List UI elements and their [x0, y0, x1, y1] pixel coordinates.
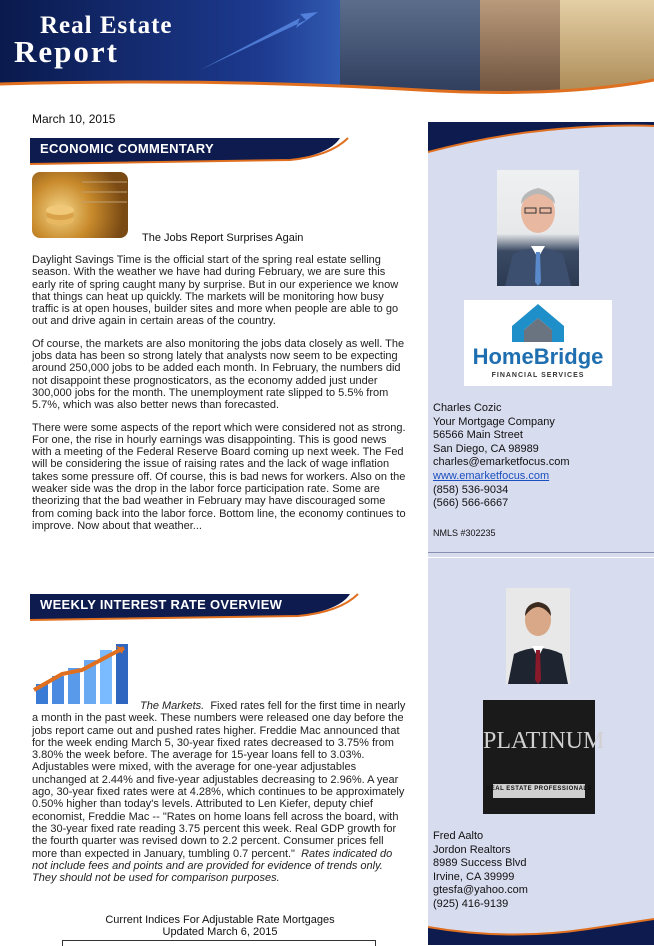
economic-paragraph: There were some aspects of the report which were considered not as strong. For one, the rise in hourly earnings was disappointing. This is good news with a meeting of the Federal Reserve Board coming up next week. The Fed will be considering the issue of raising rates and the lack of wage inflation takes some pressure off. Of course, this is bad news for workers. Also on the weaker side was the drop in the labor force participation rate. Some are theorizing that the bad weather in February may have discouraged some from coming back into the labor force. Bottom line, the economy continues to improve. Now about that weather...	[32, 421, 406, 532]
agent1-website-link[interactable]: www.emarketfocus.com	[433, 469, 550, 482]
agent1-name: Charles Cozic	[433, 402, 502, 414]
homebridge-logo-sub: FINANCIAL SERVICES	[491, 372, 585, 379]
agent1-city: San Diego, CA 98989	[433, 442, 539, 455]
agent2-photo	[506, 588, 570, 684]
agent2-email[interactable]: gtesfa@yahoo.com	[433, 884, 528, 897]
agent1-photo	[497, 170, 579, 286]
platinum-logo	[483, 700, 605, 814]
platinum-logo-text: PLATINUM	[483, 728, 605, 754]
agent2-company: Jordon Realtors	[433, 843, 511, 856]
rates-section-title: WEEKLY INTEREST RATE OVERVIEW	[40, 597, 283, 612]
sidebar-bottom-banner	[428, 917, 654, 945]
indices-table	[62, 940, 376, 946]
indices-heading	[60, 914, 380, 938]
coins-image	[32, 172, 128, 238]
platinum-logo-sub: REAL ESTATE PROFESSIONALS	[485, 786, 593, 792]
sidebar-top-banner	[428, 122, 654, 154]
article-title: The Jobs Report Surprises Again	[142, 232, 304, 244]
indices-date: Updated March 6, 2015	[162, 926, 278, 938]
economic-paragraph: Daylight Savings Time is the official start of the spring real estate selling season. With the weather we have had during February, we are sure this early rite of spring caught many by surprise. But in our experience we know that things can heat up quickly. The markets will be monitoring how busy traffic is at open houses, builder sites and more when people are able to go out and drive again in certain areas of the country.	[32, 254, 399, 328]
rates-text: Fixed rates fell for the first time in nearly a month in the past week. These numbers were released one day before the jobs report came out and pushed rates higher. Freddie Mac announced that for the week ending March 5, 30-year fixed rates decreased to 3.75% from 3.80% the week before. The average for 15-year loans fell to 3.03%. Adjustables were mixed, with the average for one-year adjustables unchanged at 2.44% and five-year adjustables decreasing to 2.96%. A year ago, 30-year fixed rates were at 4.28%, which continues to be approximately 0.50% higher than today's levels. Attributed to Len Kiefer, deputy chief economist, Freddie Mac -- "Rates on home loans fell across the board, with the 30-year fixed rate reading 3.75 percent this week. Real GDP growth for the fourth quarter was revised down to 2.2 percent. Consumer prices fell more than expected in January, tumbling 0.7 percent."	[32, 700, 406, 860]
agent1-contact	[433, 402, 570, 511]
rates-body	[32, 700, 408, 884]
agent1-nmls: NMLS #302235	[433, 528, 496, 538]
homebridge-logo	[464, 300, 612, 386]
homebridge-logo-text: HomeBridge	[472, 344, 604, 369]
agent1-phone1: (858) 536-9034	[433, 483, 509, 496]
brand-title-bottom: Report	[14, 34, 119, 69]
agent2-address: 8989 Success Blvd	[433, 857, 527, 870]
issue-date: March 10, 2015	[32, 112, 116, 126]
brand-title-top: Real Estate	[40, 12, 173, 39]
rates-disclaimer: Rates indicated do not include fees and points and are provided for evidence of trends only. They should not be used for comparison purposes.	[32, 847, 393, 885]
agent2-contact	[433, 830, 528, 912]
agent1-phone2: (566) 566-6667	[433, 497, 509, 510]
indices-title: Current Indices For Adjustable Rate Mortgages	[105, 914, 335, 926]
agent1-email[interactable]: charles@emarketfocus.com	[433, 456, 570, 469]
agent1-company: Your Mortgage Company	[433, 415, 555, 428]
agent1-address: 56566 Main Street	[433, 429, 523, 442]
agent2-name: Fred Aalto	[433, 830, 484, 842]
economic-paragraph: Of course, the markets are also monitoring the jobs data closely as well. The jobs data has been so strong lately that analysts now seem to be expecting around 250,000 jobs to be added each month. In February, the numbers did not disappoint these prognosticators, as the economy added just under 300,000 jobs for the month. The unemployment rate slipped to 5.5% from 5.7%, which was also better news than forecasted.	[32, 337, 405, 412]
agent2-city: Irvine, CA 39999	[433, 870, 515, 883]
sidebar-divider	[428, 552, 654, 558]
bar-chart-arrow-image	[32, 640, 132, 708]
economic-section-title: ECONOMIC COMMENTARY	[40, 141, 214, 156]
rates-lead: The Markets.	[140, 700, 205, 712]
economic-body	[32, 254, 408, 542]
agent2-phone: (925) 416-9139	[433, 897, 509, 910]
masthead	[0, 0, 654, 100]
